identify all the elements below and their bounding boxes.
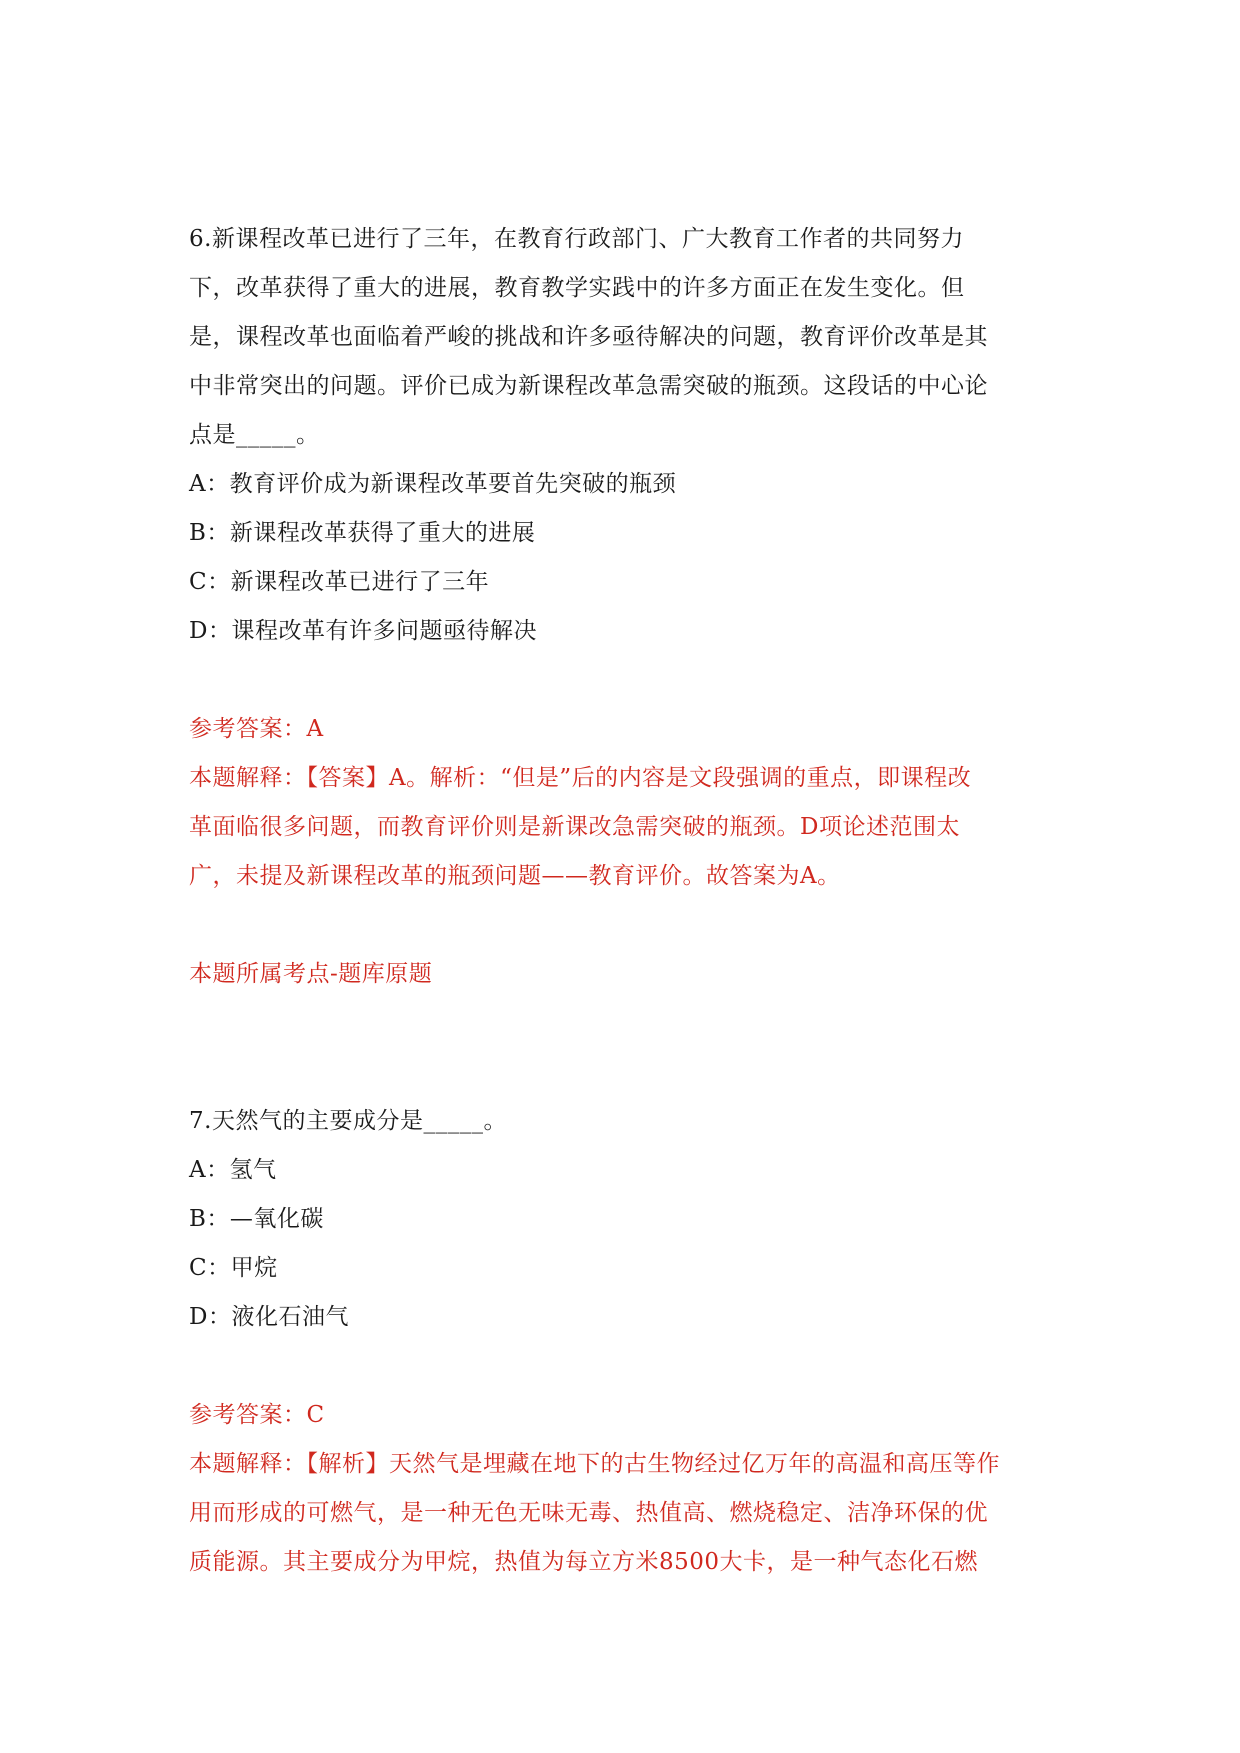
explanation-line: 本题解释：【答案】A。解析：“但是”后的内容是文段强调的重点，即课程改: [189, 765, 972, 791]
question-stem-line: 点是_____。: [189, 422, 320, 448]
explanation-line: 本题解释：【解析】天然气是埋藏在地下的古生物经过亿万年的高温和高压等作: [189, 1451, 1000, 1477]
question-stem-line: 下，改革获得了重大的进展，教育教学实践中的许多方面正在发生变化。但: [189, 275, 965, 301]
question-stem-line: 是，课程改革也面临着严峻的挑战和许多亟待解决的问题，教育评价改革是其: [189, 324, 988, 350]
explanation-line: 广，未提及新课程改革的瓶颈问题——教育评价。故答案为A。: [189, 863, 841, 889]
reference-answer: 参考答案：C: [189, 1402, 325, 1428]
option-d: D：课程改革有许多问题亟待解决: [189, 618, 537, 644]
question-stem-line: 6.新课程改革已进行了三年，在教育行政部门、广大教育工作者的共同努力: [189, 226, 964, 252]
explanation-line: 质能源。其主要成分为甲烷，热值为每立方米8500大卡，是一种气态化石燃: [189, 1549, 979, 1575]
option-c: C：新课程改革已进行了三年: [189, 569, 490, 595]
explanation-line: 革面临很多问题，而教育评价则是新课改急需突破的瓶颈。D项论述范围太: [189, 814, 960, 840]
document-page: [189, 0, 1069, 1753]
question-stem-line: 7.天然气的主要成分是_____。: [189, 1108, 507, 1134]
explanation-line: 用而形成的可燃气，是一种无色无味无毒、热值高、燃烧稳定、洁净环保的优: [189, 1500, 988, 1526]
reference-answer: 参考答案：A: [189, 716, 324, 742]
topic-label: 本题所属考点-题库原题: [189, 961, 433, 987]
option-d: D：液化石油气: [189, 1304, 349, 1330]
option-c: C：甲烷: [189, 1255, 278, 1281]
option-a: A：氢气: [189, 1157, 277, 1183]
option-a: A：教育评价成为新课程改革要首先突破的瓶颈: [189, 471, 677, 497]
option-b: B：新课程改革获得了重大的进展: [189, 520, 536, 546]
question-stem-line: 中非常突出的问题。评价已成为新课程改革急需突破的瓶颈。这段话的中心论: [189, 373, 988, 399]
option-b: B：—氧化碳: [189, 1206, 324, 1232]
